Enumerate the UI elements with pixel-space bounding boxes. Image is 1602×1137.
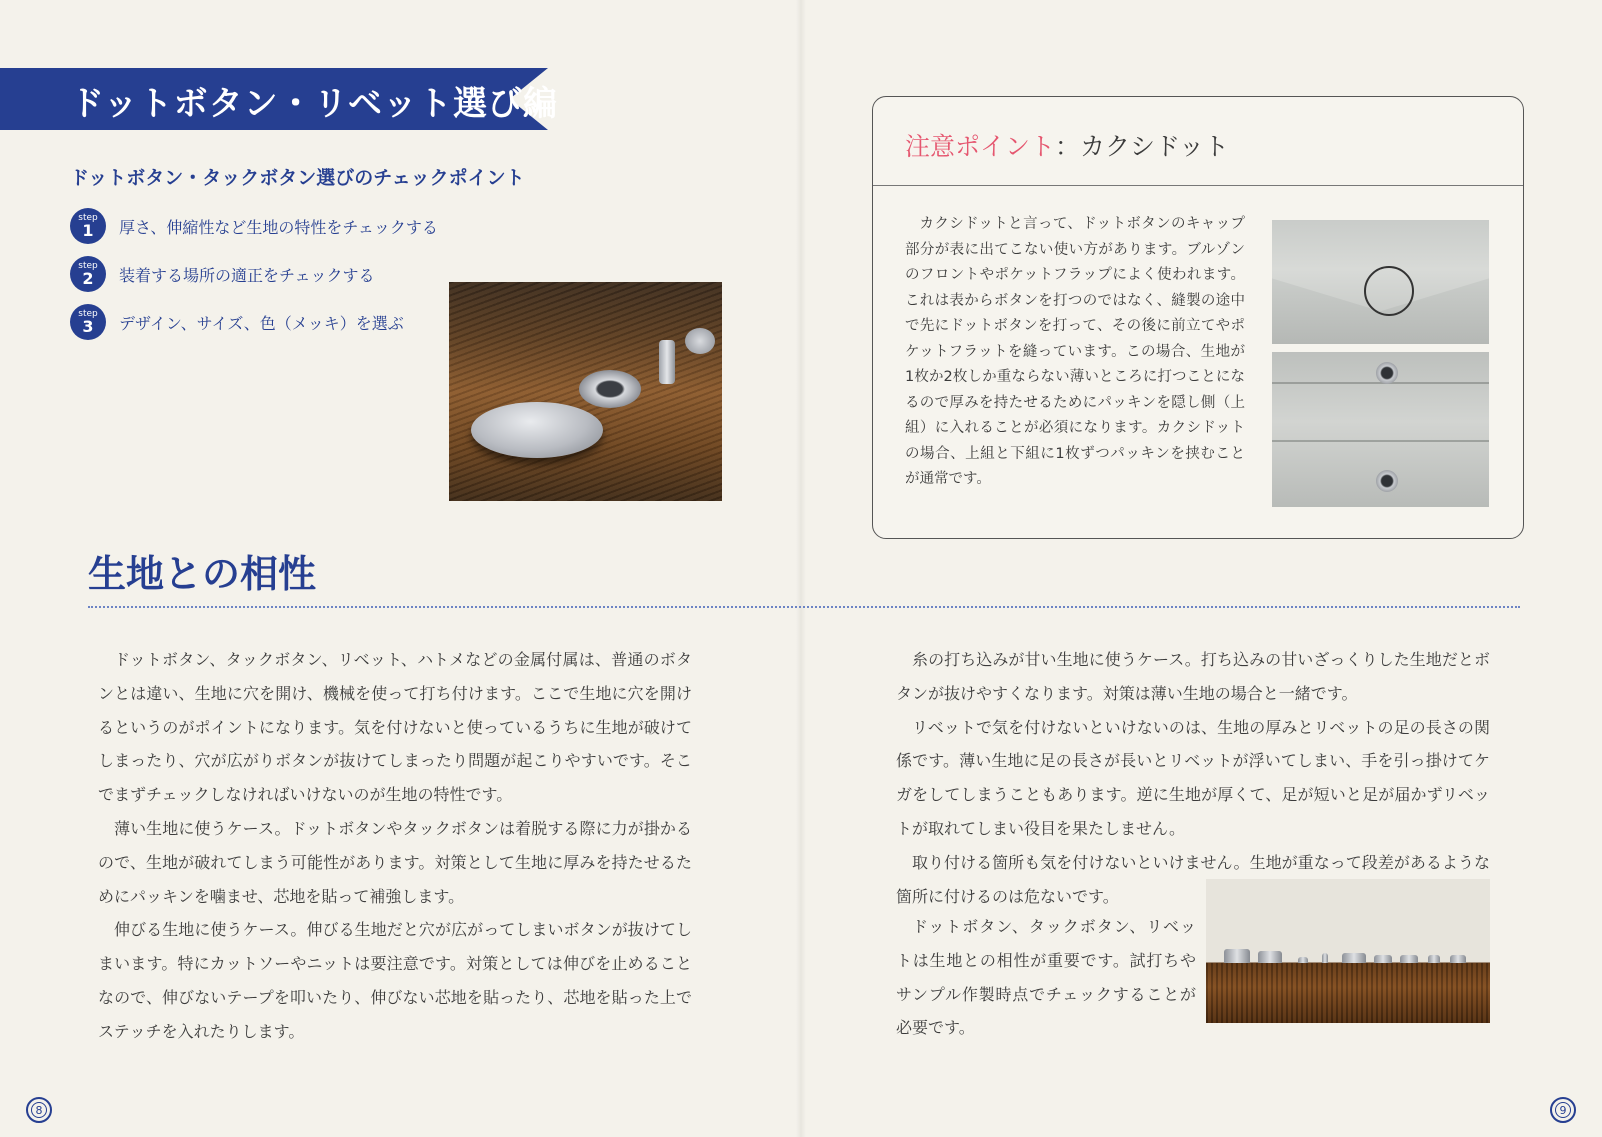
checkpoint-heading: ドットボタン・タックボタン選びのチェックポイント: [70, 167, 525, 189]
paragraph: ドットボタン、タックボタン、リベット、ハトメなどの金属付属は、普通のボタンとは違い、生地に穴を開け、機械を使って打ち付けます。ここで生地に穴を開けるというのがポイントになります。気を付けないと使っているうちに生地が破けてしまったり、穴が広がりボタンが抜けてしまったり問題が起こりやすいです。そこでまずチェックしなければいけないのが生地の特性です。: [98, 650, 692, 805]
step-1: [70, 208, 438, 244]
paragraph: 薄い生地に使うケース。ドットボタンやタックボタンは着脱する際に力が掛かるので、生地が破れてしまう可能性があります。対策として生地に厚みを持たせるためにパッキンを噛ませ、芯地を貼って補強します。: [98, 818, 692, 906]
closing-paragraph: ドットボタン、タックボタン、リベットは生地との相性が重要です。試打ちやサンプル作製時点でチェックすることが必要です。: [896, 917, 1196, 1038]
step-badge: step 3: [70, 304, 106, 340]
callout-header: [873, 97, 1523, 186]
right-body-text: [896, 643, 1490, 913]
step-badge: step 2: [70, 256, 106, 292]
step-text: デザイン、サイズ、色（メッキ）を選ぶ: [119, 313, 404, 333]
paragraph: 取り付ける箇所も気を付けないといけません。生地が重なって段差があるような箇所に付けるのは危ないです。: [896, 852, 1490, 906]
snap-button-photo: [449, 282, 722, 501]
page-number-left: 8: [26, 1097, 52, 1123]
hidden-snap-photo: [1272, 352, 1489, 507]
banner-title: ドットボタン・リベット選び編: [70, 84, 558, 124]
step-text: 厚さ、伸縮性など生地の特性をチェックする: [119, 217, 438, 237]
highlight-circle: [1364, 266, 1414, 316]
page-number-right: 9: [1550, 1097, 1576, 1123]
dotted-divider: [88, 606, 1520, 608]
left-body-text: [98, 643, 692, 1049]
step-badge: step 1: [70, 208, 106, 244]
rivets-lineup-photo: [1206, 879, 1490, 1023]
callout-body: カクシドットと言って、ドットボタンのキャップ部分が表に出てこない使い方があります。ブルゾンのフロントやポケットフラップによく使われます。これは表からボタンを打つのではなく、縫製の途中で先にドットボタンを打って、その後に前立てやポケットフラットを縫っています。この場合、生地が1枚か2枚しか重ならない薄いところに打つことになるので厚みを持たせるためにパッキンを隠し側（上組）に入れることが必須になります。カクシドットの場合、上組と下組に1枚ずつパッキンを挟むことが通常です。: [905, 216, 1245, 487]
pocket-flap-photo: [1272, 220, 1489, 344]
paragraph: 伸びる生地に使うケース。伸びる生地だと穴が広がってしまいボタンが抜けてしまいます。特にカットソーやニットは要注意です。対策としては伸びを止めることなので、伸びないテープを叩いたり、伸びない芯地を貼ったり、芯地を貼った上でステッチを入れたりします。: [98, 920, 692, 1041]
section-title: 生地との相性: [88, 552, 317, 596]
paragraph: リベットで気を付けないといけないのは、生地の厚みとリベットの足の長さの関係です。薄い生地に足の長さが長いとリベットが浮いてしまい、手を引っ掛けてケガをしてしまうこともあります。逆に生地が厚くて、足が短いと足が届かずリベットが取れてしまい役目を果たしません。: [896, 717, 1490, 838]
paragraph: 糸の打ち込みが甘い生地に使うケース。打ち込みの甘いざっくりした生地だとボタンが抜けやすくなります。対策は薄い生地の場合と一緒です。: [896, 650, 1490, 703]
callout-title: 注意ポイント：カクシドット: [905, 132, 1230, 161]
step-2: [70, 256, 375, 292]
step-text: 装着する場所の適正をチェックする: [119, 265, 375, 285]
step-3: [70, 304, 404, 340]
page-gutter: [796, 0, 806, 1137]
